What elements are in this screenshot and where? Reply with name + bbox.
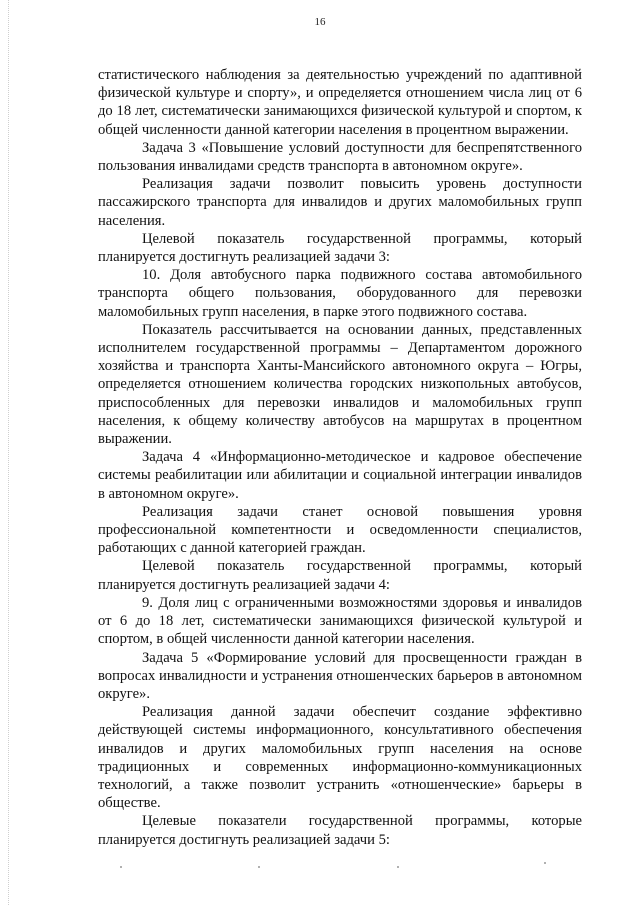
paragraph: Реализация задачи станет основой повышения уровня профессиональной компетентности и осведомленности специалистов, работающих с данной категорией граждан. [98,503,582,557]
paragraph: 10. Доля автобусного парка подвижного состава автомобильного транспорта общего пользования, оборудованного для перевозки маломобильных групп населения, в парке этого подвижного состава. [98,267,582,320]
paragraph: Целевой показатель государственной программы, который планируется достигнуть реализацией задачи 4: [98,558,582,593]
scan-speck [397,866,399,868]
paragraph: Целевой показатель государственной программы, который планируется достигнуть реализацией задачи 3: [98,230,582,266]
scan-speck [120,866,122,868]
paragraph: Задача 3 «Повышение условий доступности для беспрепятственного пользования инвалидами средств транспорта в автономном округе». [98,139,582,175]
paragraph: Реализация задачи позволит повысить уровень доступности пассажирского транспорта для инвалидов и других маломобильных групп населения. [98,176,582,229]
paragraph: Целевые показатели государственной программы, которые планируется достигнуть реализацией задачи 5: [98,813,582,848]
paragraph: Задача 4 «Информационно-методическое и кадровое обеспечение системы реабилитации или абилитации и социальной интеграции инвалидов в автономном округе». [98,449,582,502]
paragraph: 9. Доля лиц с ограниченными возможностями здоровья и инвалидов от 6 до 18 лет, систематически занимающихся физической культурой и спортом, в общей численности данной категории населения. [98,594,582,648]
scan-edge-artifact [0,0,9,905]
scan-speck [544,862,546,864]
paragraph: Реализация данной задачи обеспечит создание эффективно действующей системы информационного, консультативного обеспечения инвалидов и других маломобильных групп населения на основе традиционных и современных информационно-коммуникационных технологий, а также позволит устранить «отношенческие» барьеры в обществе. [98,704,582,812]
scan-speck [258,866,260,868]
page-number: 16 [314,16,326,28]
paragraph: Задача 5 «Формирование условий для просвещенности граждан в вопросах инвалидности и устранения отношенческих барьеров в автономном округе». [98,649,582,702]
document-body [98,66,582,849]
paragraph: статистического наблюдения за деятельностью учреждений по адаптивной физической культуре и спорту», и определяется отношением числа лиц от 6 до 18 лет, систематически занимающихся физической культурой и спортом, к общей численности данной категории населения в процентном выражении. [98,67,582,138]
paragraph: Показатель рассчитывается на основании данных, представленных исполнителем государственной программы – Департаментом дорожного хозяйства и транспорта Ханты-Мансийского автономного округа – Югры, определяется отношением количества городских низкопольных автобусов, приспособленных для перевозки инвалидов и маломобильных групп населения, к общему количеству автобусов на маршрутах в процентном выражении. [98,321,582,448]
